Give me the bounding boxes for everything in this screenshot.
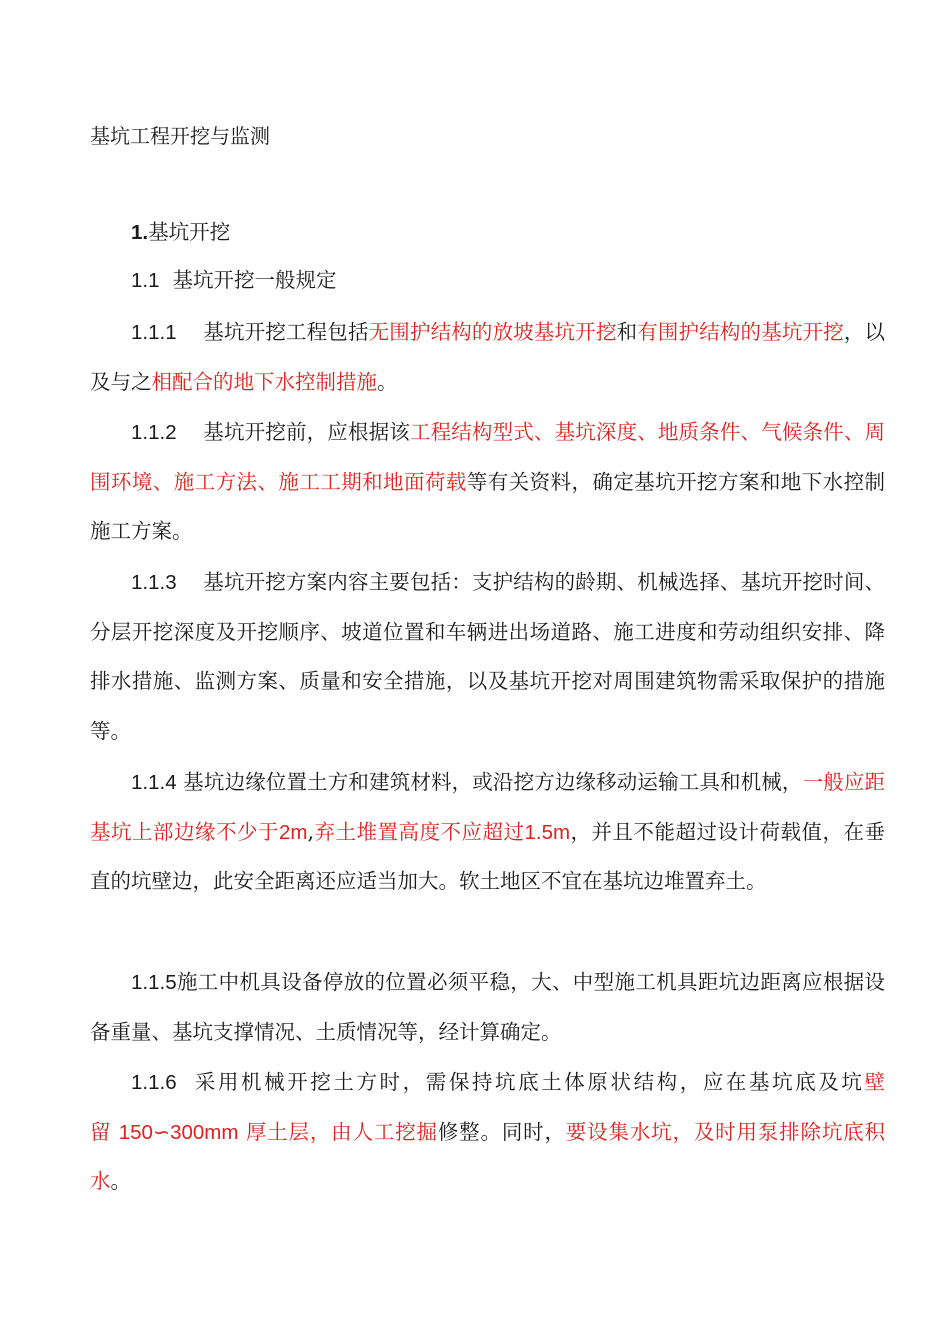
highlight-text: 壁留	[90, 1070, 885, 1144]
highlight-text: 相配合的地下水控制措施	[151, 369, 377, 394]
clause-number: 1.1.2	[131, 421, 177, 444]
text: 基坑开挖工程包括	[203, 320, 369, 344]
paragraph-1-1-3	[90, 558, 885, 756]
text: 修整。同时，	[437, 1119, 566, 1144]
paragraph-1-1-6	[90, 1058, 885, 1207]
highlight-text: 弃土堆置高度不应超过	[314, 819, 525, 844]
section-number: 1.	[131, 221, 149, 244]
clause-number: 1.1.3	[131, 571, 177, 594]
highlight-text: 要设集水坑，及时用泵排除坑底积水	[90, 1119, 886, 1193]
section-heading	[90, 208, 885, 258]
highlight-text: 工程结构型式、基坑深度、地质条件、气候条件、周围环境、施工方法、施工工期和地面荷载	[90, 420, 886, 494]
highlight-number: 1.5m	[524, 820, 571, 844]
clause-number: 1.1.4	[131, 771, 177, 794]
text: ,	[307, 819, 314, 844]
text: 施工中机具设备停放的位置必须平稳，大、中型施工机具距坑边距离应根据设备重量、基坑支撑情况、土质情况等，经计算确定。	[90, 970, 885, 1044]
highlight-text: 无围护结构的放坡基坑开挖	[368, 320, 617, 344]
highlight-text: 一般应距基坑上部边缘不少于	[90, 770, 886, 844]
text: ，并且不能超过设计荷载值，在垂直的坑壁边，此安全距离还应适当加大。软土地区不宜在基坑边堆置弃土。	[90, 819, 886, 893]
text: 基坑边缘位置土方和建筑材料，或沿挖方边缘移动运输工具和机械，	[183, 770, 803, 794]
highlight-text: 有围护结构的基坑开挖	[637, 320, 844, 344]
text: 。	[110, 1169, 131, 1193]
document-title: 基坑工程开挖与监测	[90, 124, 270, 148]
clause-number: 1.1.1	[131, 321, 177, 344]
paragraph-1-1-4	[90, 758, 885, 907]
subsection-title: 基坑开挖一般规定	[172, 268, 337, 292]
highlight-text: 厚土层，由人工挖掘	[245, 1119, 438, 1144]
subsection-number: 1.1	[131, 269, 160, 292]
highlight-number: 2m	[278, 820, 308, 844]
text: 和	[616, 320, 638, 344]
highlight-number: 150∽300mm	[118, 1120, 239, 1144]
text: 基坑开挖前，应根据该	[203, 420, 410, 444]
paragraph-1-1-1	[90, 308, 885, 407]
clause-number: 1.1.5	[131, 971, 177, 994]
paragraph-1-1-5	[90, 958, 885, 1057]
section-title: 基坑开挖	[148, 220, 231, 244]
clause-number: 1.1.6	[131, 1071, 177, 1094]
text: 基坑开挖方案内容主要包括：支护结构的龄期、机械选择、基坑开挖时间、分层开挖深度及开挖顺序、坡道位置和车辆进出场道路、施工进度和劳动组织安排、降排水措施、监测方案、质量和安全措施，以及基坑开挖对周围建筑物需采取保护的措施等。	[90, 570, 885, 743]
text: 采用机械开挖土方时，需保持坑底土体原状结构，应在基坑底及坑	[194, 1070, 865, 1094]
text: 。	[377, 369, 398, 394]
paragraph-1-1-2	[90, 408, 885, 557]
text: 等有关资料，确定基坑开挖方案和地下水控制施工方案。	[90, 469, 886, 543]
subsection-heading	[90, 256, 885, 306]
text: ，以及与之	[90, 320, 886, 394]
